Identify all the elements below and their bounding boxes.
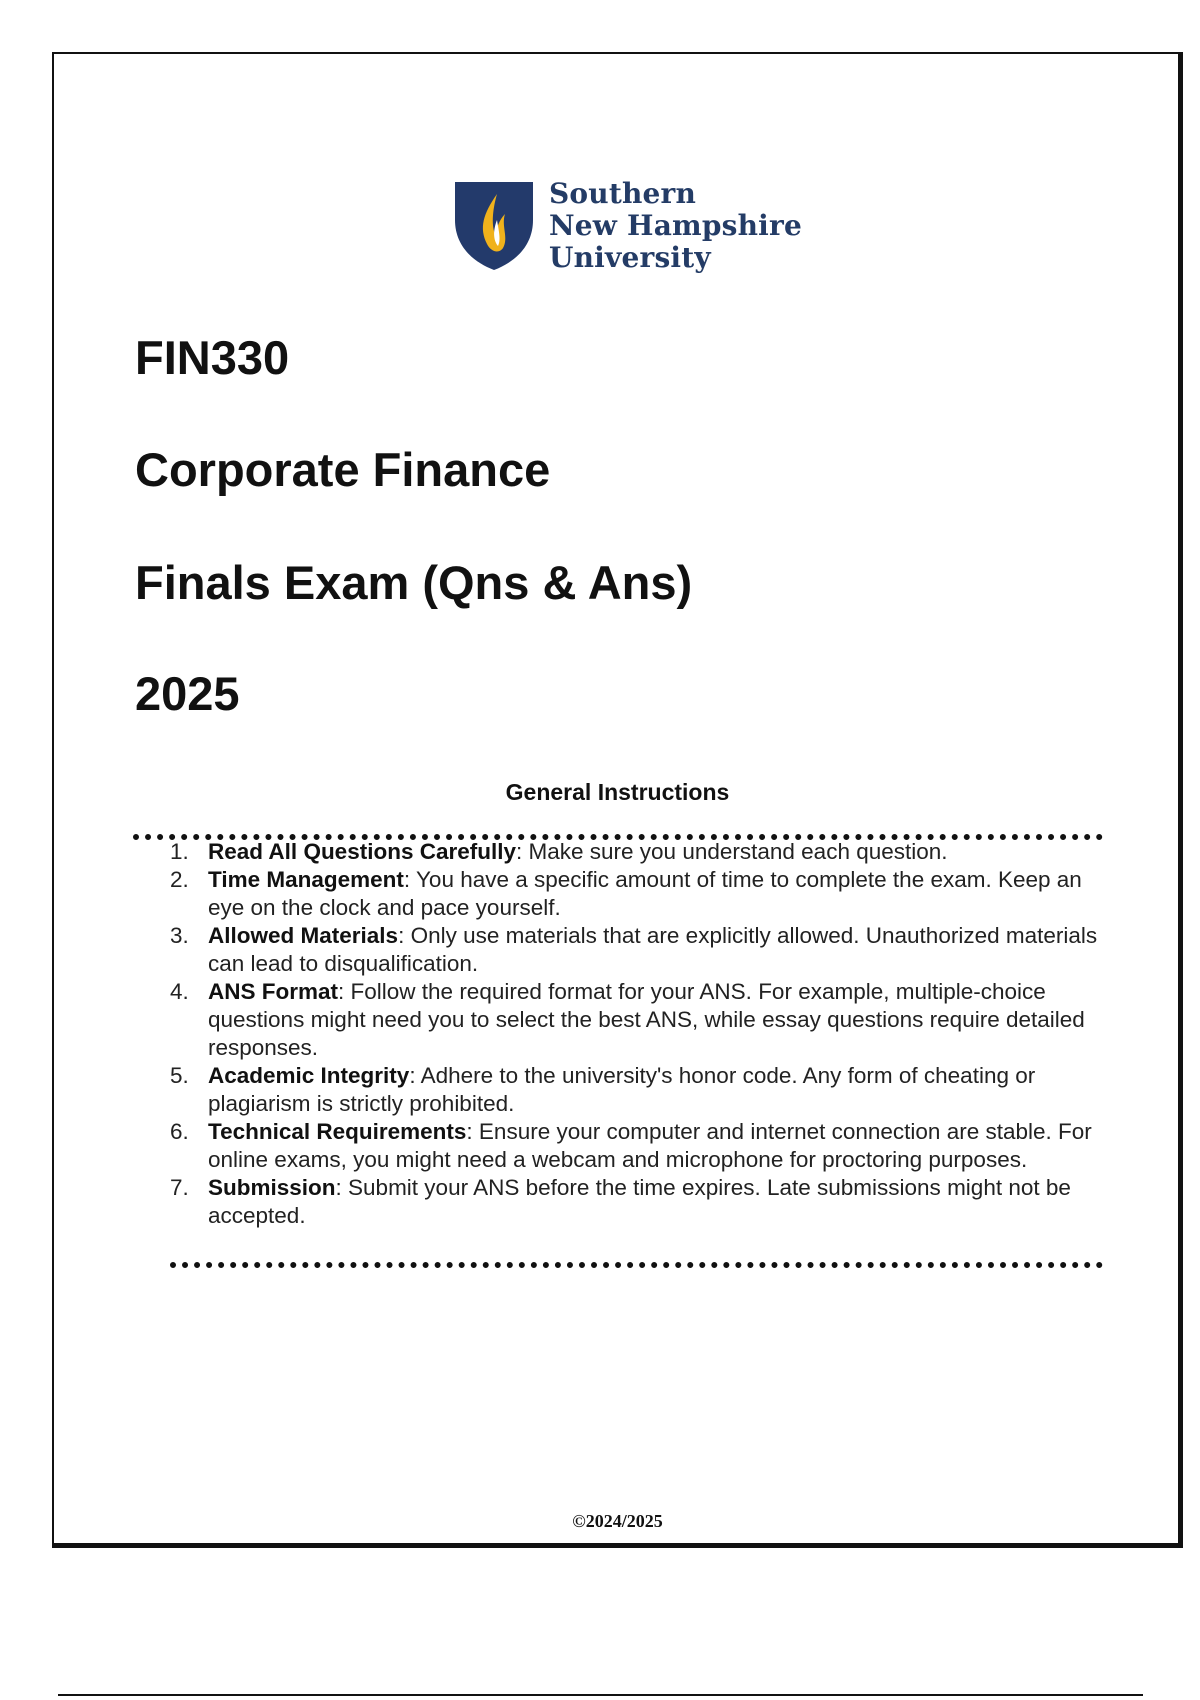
instructions-list [160, 838, 1105, 1230]
item-text: : Ensure your computer and internet connection are stable. For online exams, you might need a webcam and microphone for proctoring purposes. [208, 1119, 1092, 1172]
item-term: ANS Format [208, 979, 339, 1004]
item-text: : Adhere to the university's honor code. Any form of cheating or plagiarism is strictly prohibited. [208, 1063, 1036, 1116]
item-text: : Submit your ANS before the time expires. Late submissions might not be accepted. [208, 1175, 1071, 1228]
course-title: Corporate Finance [135, 443, 551, 496]
item-text: : Only use materials that are explicitly allowed. Unauthorized materials can lead to disqualification. [208, 923, 1098, 976]
list-item [160, 922, 1105, 978]
item-number: 4. [170, 979, 189, 1004]
list-item [160, 866, 1105, 922]
item-number: 1. [170, 839, 189, 864]
logo-line-2: New Hampshire [549, 209, 802, 242]
logo-line-1: Southern [549, 177, 697, 210]
logo-line-3: University [549, 241, 711, 274]
page-bottom-rule [58, 1694, 1143, 1696]
item-term: Technical Requirements [208, 1119, 467, 1144]
item-term: Academic Integrity [208, 1063, 410, 1088]
item-text: : Make sure you understand each question. [516, 839, 948, 864]
course-code: FIN330 [135, 331, 290, 384]
item-number: 7. [170, 1175, 189, 1200]
item-term: Submission [208, 1175, 336, 1200]
list-item [160, 1118, 1105, 1174]
university-logo [453, 177, 802, 274]
item-number: 6. [170, 1119, 189, 1144]
instructions-title: General Instructions [505, 779, 730, 805]
item-term: Allowed Materials [208, 923, 399, 948]
copyright-notice: ©2024/2025 [572, 1511, 663, 1531]
shield-flame-icon [453, 180, 535, 272]
dotted-divider-bottom [170, 1262, 1103, 1268]
exam-year: 2025 [135, 667, 240, 720]
university-name [549, 178, 802, 274]
item-term: Read All Questions Carefully [208, 839, 516, 864]
list-item [160, 1062, 1105, 1118]
exam-title: Finals Exam (Qns & Ans) [135, 556, 693, 609]
list-item [160, 838, 1105, 866]
item-text: : Follow the required format for your ANS. For example, multiple-choice questions might need you to select the best ANS, while essay questions require detailed responses. [208, 979, 1085, 1060]
item-text: : You have a specific amount of time to complete the exam. Keep an eye on the clock and pace yourself. [208, 867, 1082, 920]
item-number: 5. [170, 1063, 189, 1088]
item-number: 2. [170, 867, 189, 892]
list-item [160, 978, 1105, 1062]
item-number: 3. [170, 923, 189, 948]
list-item [160, 1174, 1105, 1230]
item-term: Time Management [208, 867, 404, 892]
